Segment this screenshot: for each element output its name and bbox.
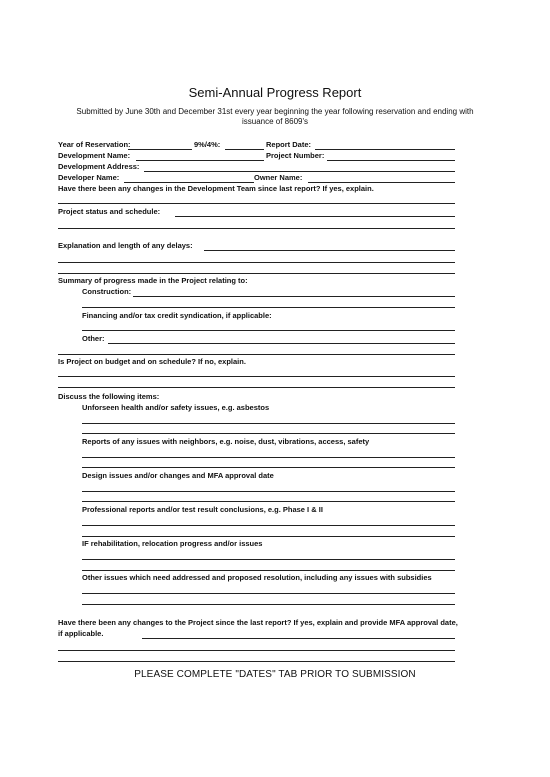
development-name-field[interactable] [136,160,264,161]
answer-line[interactable] [58,228,455,229]
pct-label: 9%/4%: [194,140,221,149]
budget-question: Is Project on budget and on schedule? If no, explain. [58,357,246,366]
project-number-label: Project Number: [266,151,325,160]
answer-line[interactable] [133,296,455,297]
development-name-label: Development Name: [58,151,131,160]
other-label: Other: [82,334,105,343]
answer-line[interactable] [82,423,455,424]
neighbors-label: Reports of any issues with neighbors, e.g. noise, dust, vibrations, access, safety [82,437,370,446]
year-of-reservation-field[interactable] [128,149,192,150]
report-date-field[interactable] [315,149,455,150]
answer-line[interactable] [58,262,455,263]
answer-line[interactable] [82,467,455,468]
answer-line[interactable] [58,387,455,388]
answer-line[interactable] [58,203,455,204]
other-issues-label: Other issues which need addressed and proposed resolution, including any issues with subsidies [82,573,432,582]
report-title: Semi-Annual Progress Report [188,85,362,100]
delays-question: Explanation and length of any delays: [58,241,193,250]
answer-line[interactable] [58,661,455,662]
answer-line[interactable] [175,216,455,217]
status-question: Project status and schedule: [58,207,161,216]
answer-line[interactable] [82,593,455,594]
answer-line[interactable] [142,638,455,639]
answer-line[interactable] [82,307,455,308]
development-address-field[interactable] [144,171,455,172]
report-date-label: Report Date: [266,140,312,149]
answer-line[interactable] [58,354,455,355]
project-number-field[interactable] [327,160,455,161]
answer-line[interactable] [82,491,455,492]
answer-line[interactable] [58,650,455,651]
answer-line[interactable] [82,433,455,434]
development-address-label: Development Address: [58,162,140,171]
submission-note: PLEASE COMPLETE "DATES" TAB PRIOR TO SUBMISSION [134,669,416,680]
professional-label: Professional reports and/or test result conclusions, e.g. Phase I & II [82,505,323,514]
answer-line[interactable] [82,457,455,458]
answer-line[interactable] [82,525,455,526]
answer-line[interactable] [58,376,455,377]
answer-line[interactable] [82,330,455,331]
pct-field[interactable] [225,149,264,150]
owner-name-label: Owner Name: [254,173,303,182]
answer-line[interactable] [82,501,455,502]
team-changes-question: Have there been any changes in the Development Team since last report? If yes, explain. [58,184,374,193]
rehab-label: IF rehabilitation, relocation progress and/or issues [82,539,263,548]
answer-line[interactable] [82,559,455,560]
answer-line[interactable] [58,273,455,274]
answer-line[interactable] [82,536,455,537]
year-of-reservation-label: Year of Reservation: [58,140,131,149]
design-label: Design issues and/or changes and MFA approval date [82,471,274,480]
answer-line[interactable] [82,604,455,605]
developer-name-label: Developer Name: [58,173,120,182]
summary-question: Summary of progress made in the Project relating to: [58,276,248,285]
developer-name-field[interactable] [124,182,254,183]
discuss-heading: Discuss the following items: [58,392,160,401]
project-changes-question: Have there been any changes to the Project since the last report? If yes, explain and provide MFA approval date, if applicable. [58,618,458,638]
health-label: Unforseen health and/or safety issues, e.g. asbestos [82,403,270,412]
financing-label: Financing and/or tax credit syndication, if applicable: [82,311,272,320]
answer-line[interactable] [204,250,455,251]
answer-line[interactable] [108,343,455,344]
construction-label: Construction: [82,287,132,296]
owner-name-field[interactable] [308,182,455,183]
report-subtitle: Submitted by June 30th and December 31st every year beginning the year following reservation and ending with issuance of 8609's [76,107,474,126]
answer-line[interactable] [82,570,455,571]
